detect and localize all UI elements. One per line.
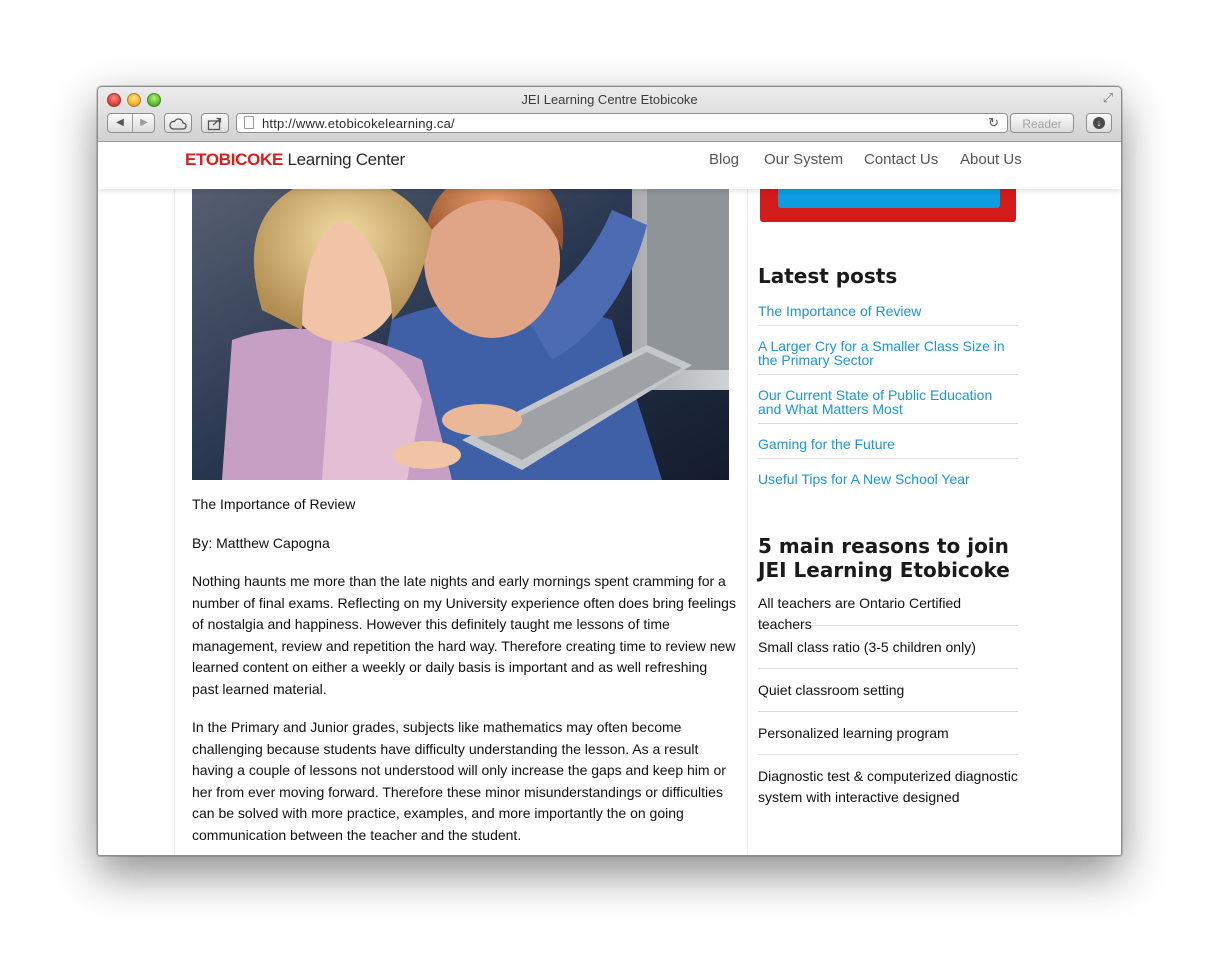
site-header (98, 142, 1121, 189)
latest-posts-list (758, 304, 1018, 494)
list-item: All teachers are Ontario Certified teachers (758, 593, 1018, 626)
logo-light-text: Learning Center (287, 150, 405, 169)
nav-about-us[interactable]: About Us (960, 151, 1022, 168)
browser-toolbar (98, 87, 1121, 142)
list-item (758, 459, 1018, 494)
logo-strong-text: ETOBICOKE (185, 150, 284, 169)
article-paragraph: In the Primary and Junior grades, subjects like mathematics may often become challenging because students have difficulty understanding the lesson. As a result having a couple of lessons not understood will only increase the gaps and keep him or her from ever moving forward. Therefore these minor misunderstandings or difficulties can be solved with more practice, examples, and more importantly the on going communication between the teacher and the student. (192, 719, 726, 843)
download-icon: ↓ (1093, 117, 1105, 129)
browser-window (97, 86, 1122, 856)
children-at-computer-image (192, 170, 729, 480)
list-item: Personalized learning program (758, 712, 1018, 755)
reasons-list (758, 593, 1018, 825)
list-item: Quiet classroom setting (758, 669, 1018, 712)
post-link[interactable]: Gaming for the Future (758, 436, 895, 452)
list-item: Small class ratio (3-5 children only) (758, 626, 1018, 669)
fullscreen-icon[interactable]: ⤢ (1102, 90, 1114, 105)
address-bar[interactable] (236, 113, 1008, 133)
icloud-tabs-button[interactable] (164, 113, 192, 133)
article-title: The Importance of Review (192, 496, 356, 512)
post-link[interactable]: A Larger Cry for a Smaller Class Size in the Primary Sector (758, 338, 1005, 368)
list-item (758, 375, 1018, 424)
list-item (758, 424, 1018, 459)
forward-arrow-icon[interactable]: ▶ (140, 117, 148, 128)
nav-blog[interactable]: Blog (709, 151, 740, 168)
list-item (758, 326, 1018, 375)
post-link[interactable]: Our Current State of Public Education and What Matters Most (758, 387, 993, 417)
article-column (174, 142, 748, 855)
share-icon (207, 117, 223, 131)
article-paragraph: Nothing haunts me more than the late nights and early mornings spent cramming for a number of final exams. Reflecting on my University experience often does bring feelings of nostalgia and happiness. However this definitely taught me lessons of time management, review and repetition the hard way. Therefore creating time to review new learned content on either a weekly or daily basis is important and as well refreshing past learned material. (192, 573, 736, 697)
reader-button[interactable]: Reader (1010, 113, 1074, 133)
latest-posts-heading: Latest posts (758, 264, 898, 288)
window-title: JEI Learning Centre Etobicoke (521, 92, 698, 107)
post-link[interactable]: Useful Tips for A New School Year (758, 471, 970, 487)
list-item: Diagnostic test & computerized diagnostic system with interactive designed (758, 768, 1018, 805)
share-button[interactable] (201, 113, 229, 133)
reload-icon[interactable]: ↻ (988, 115, 999, 130)
nav-our-system[interactable]: Our System (764, 151, 844, 168)
downloads-button[interactable] (1086, 113, 1112, 133)
cloud-icon (169, 118, 187, 130)
list-item (758, 304, 1018, 326)
article-hero-image (192, 170, 729, 480)
page-icon (244, 116, 254, 129)
article-byline: By: Matthew Capogna (192, 534, 330, 551)
url-text[interactable]: http://www.etobicokelearning.ca/ (262, 116, 455, 131)
back-forward-buttons (107, 113, 155, 133)
post-link[interactable]: The Importance of Review (758, 303, 922, 319)
article-body (192, 494, 737, 855)
nav-contact-us[interactable]: Contact Us (864, 151, 939, 168)
back-arrow-icon[interactable]: ◀ (108, 114, 133, 132)
site-logo[interactable] (185, 150, 405, 170)
reasons-heading: 5 main reasons to join JEI Learning Etobicoke (758, 534, 1010, 582)
page-viewport (98, 142, 1121, 855)
